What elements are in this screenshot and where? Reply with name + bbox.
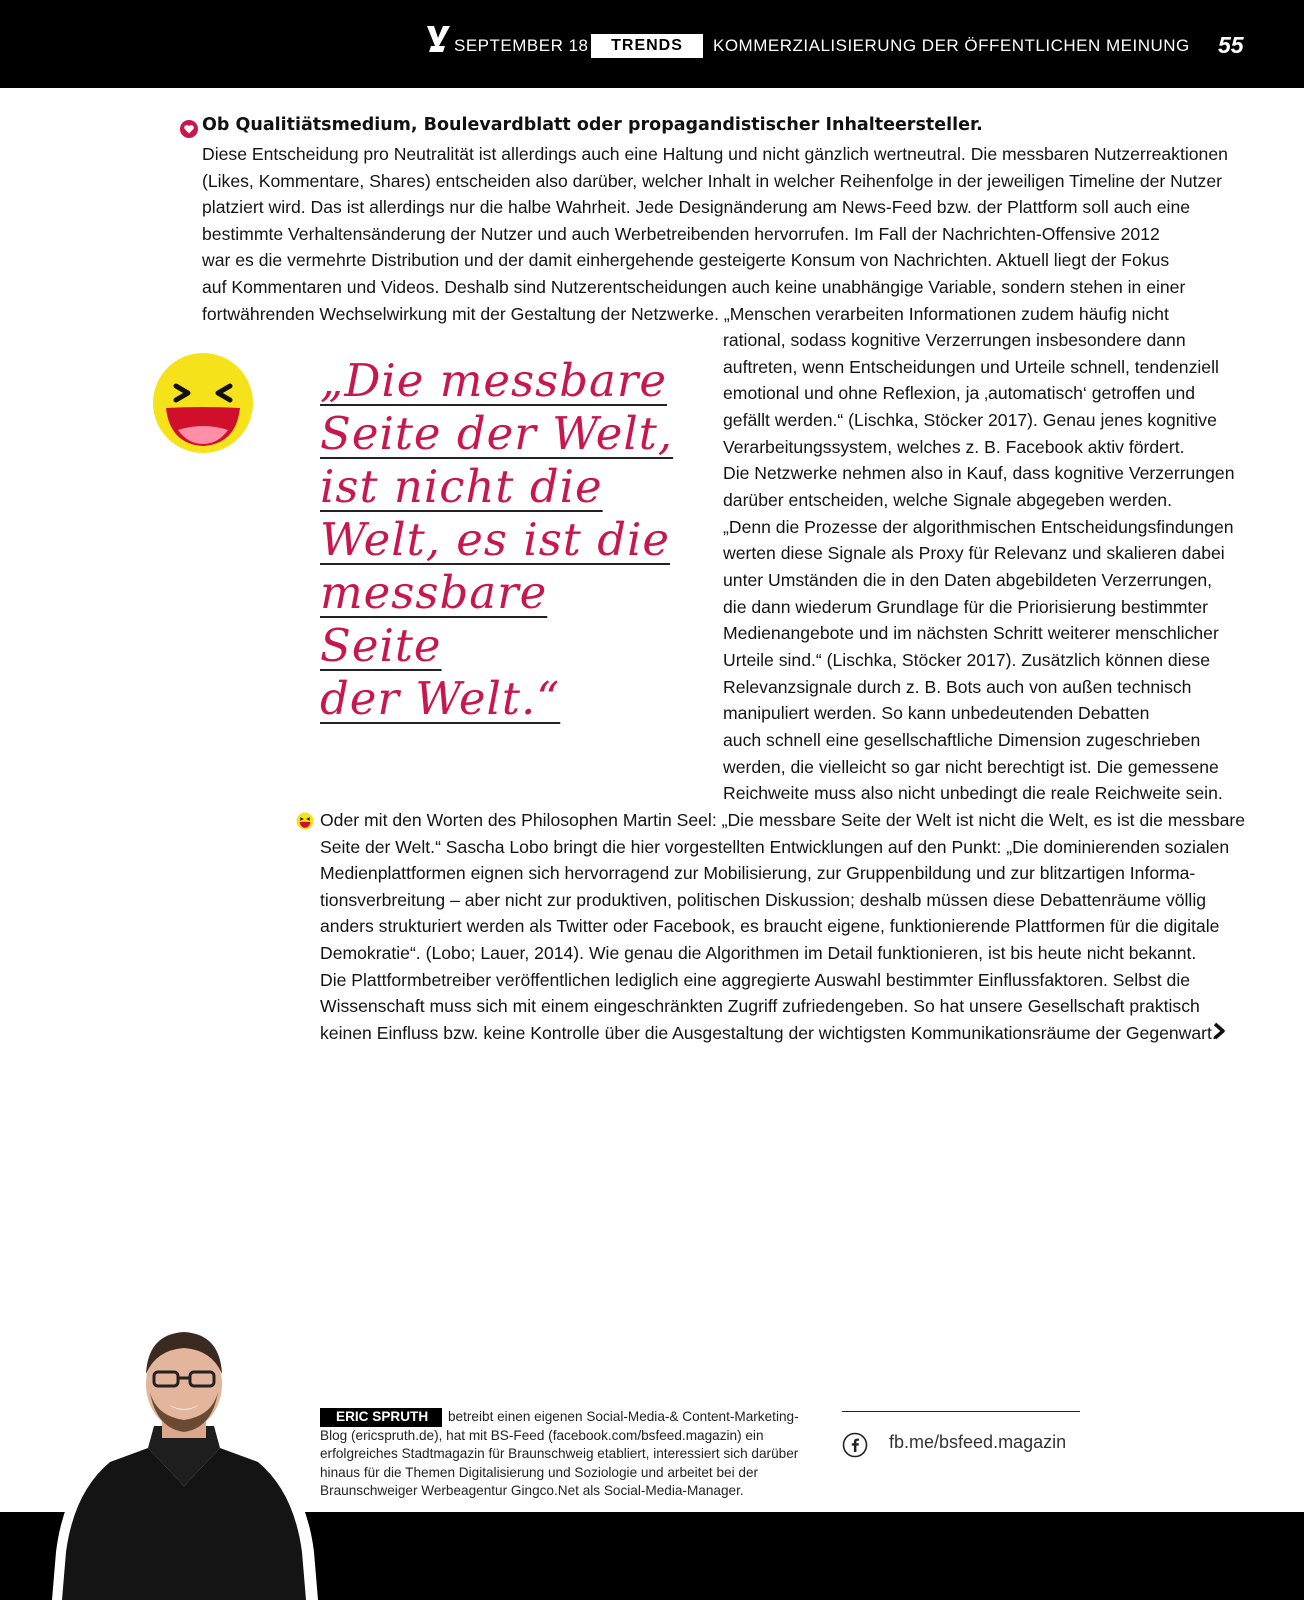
paragraph-line: Diese Entscheidung pro Neutralität ist allerdings auch eine Haltung und nicht gänzlich wertneutral. Die messbaren Nutzerreaktionen <box>202 144 1228 164</box>
paragraph-line: Oder mit den Worten des Philosophen Martin Seel: „Die messbare Seite der Welt ist nicht die Welt, es ist die messbare <box>320 810 1246 830</box>
magazine-logo-icon <box>425 24 451 54</box>
header-bar <box>0 0 1304 88</box>
paragraph-line: bestimmte Verhaltensänderung der Nutzer und auch Werbetreibenden hervorrufen. Im Fall der Nachrichten-Offensive 2012 <box>202 224 1160 244</box>
pull-quote <box>320 354 680 725</box>
page-number: 55 <box>1218 32 1244 58</box>
paragraph-line: Wissenschaft muss sich mit einem eingeschränkten Zugriff zufriedengeben. So hat unsere Gesellschaft praktisch <box>320 996 1200 1016</box>
column-line: Reichweite muss also nicht unbedingt die reale Reichweite sein. <box>723 783 1223 803</box>
paragraph-line: platziert wird. Das ist allerdings nur die halbe Wahrheit. Jede Designänderung am News-Feed bzw. der Plattform soll auch eine <box>202 197 1191 217</box>
paragraph-line: auf Kommentaren und Videos. Deshalb sind Nutzerentscheidungen auch keine unabhängige Variable, sondern stehen in einer <box>202 277 1186 297</box>
bio-line: Blog (ericspruth.de), hat mit BS-Feed (facebook.com/bsfeed.magazin) ein <box>320 1427 764 1443</box>
column-line: Urteile sind.“ (Lischka, Stöcker 2017). Zusätzlich können diese <box>723 650 1210 670</box>
author-name: ERIC SPRUTH <box>320 1408 442 1427</box>
pull-quote-line: „Die messbare <box>320 354 667 407</box>
paragraph-line: Demokratie“. (Lobo; Lauer, 2014). Wie genau die Algorithmen im Detail funktionieren, ist bis heute nicht bekannt. <box>320 943 1197 963</box>
paragraph-line: anders strukturiert werden als Twitter oder Facebook, es braucht eigene, funktionierende Plattformen für die digitale <box>320 916 1220 936</box>
lead-sentence: Ob Qualitiätsmedium, Boulevardblatt oder propagandistischer Inhalteersteller. <box>202 115 983 135</box>
laughing-emoji-icon <box>296 812 314 830</box>
facebook-icon[interactable] <box>842 1432 868 1458</box>
column-line: werden, die vielleicht so gar nicht berechtigt ist. Die gemessene <box>723 757 1219 777</box>
column-line: werten diese Signale als Proxy für Relevanz und skalieren dabei <box>723 543 1225 563</box>
paragraph-line: Medienplattformen eignen sich hervorragend zur Mobilisierung, zur Gruppenbildung und zur blitzartigen Informa- <box>320 863 1196 883</box>
paragraph-line: fortwährenden Wechselwirkung mit der Gestaltung der Netzwerke. „Menschen verarbeiten Informationen zudem häufig nicht <box>202 304 1169 324</box>
column-line: Relevanzsignale durch z. B. Bots auch von außen technisch <box>723 677 1192 697</box>
section-label: TRENDS <box>591 34 703 58</box>
paragraph-line: Seite der Welt.“ Sascha Lobo bringt die hier vorgestellten Entwicklungen auf den Punkt: „Die dominierenden sozialen <box>320 837 1230 857</box>
heart-icon <box>180 120 198 138</box>
column-line: Medienangebote und im nächsten Schritt weiterer menschlicher <box>723 623 1219 643</box>
chevron-right-icon <box>1212 1022 1226 1040</box>
issue-month: SEPTEMBER 18 <box>454 36 589 55</box>
author-bio <box>320 1408 820 1501</box>
pull-quote-line: messbare Seite <box>320 566 548 672</box>
column-line: manipuliert werden. So kann unbedeutenden Debatten <box>723 703 1150 723</box>
paragraph-line: war es die vermehrte Distribution und der damit einhergehende gesteigerte Konsum von Nachrichten. Aktuell liegt der Fokus <box>202 250 1170 270</box>
pull-quote-line: ist nicht die <box>320 460 603 513</box>
bio-line: erfolgreiches Stadtmagazin für Braunschweig etabliert, interessiert sich darüber <box>320 1446 799 1461</box>
paragraph-line: keinen Einfluss bzw. keine Kontrolle über die Ausgestaltung der wichtigsten Kommunikationsräume der Gegenwart. <box>320 1023 1217 1043</box>
article-topic: KOMMERZIALISIERUNG DER ÖFFENTLICHEN MEINUNG <box>713 36 1190 55</box>
column-line: emotional und ohne Reflexion, ja ‚automatisch‘ getroffen und <box>723 383 1196 403</box>
column-line: die dann wiederum Grundlage für die Priorisierung bestimmter <box>723 597 1209 617</box>
column-line: auch schnell eine gesellschaftliche Dimension zugeschrieben <box>723 730 1201 750</box>
facebook-link[interactable]: fb.me/bsfeed.magazin <box>889 1432 1067 1452</box>
laughing-emoji-icon <box>148 348 258 458</box>
divider <box>842 1411 1080 1412</box>
pull-quote-line: der Welt.“ <box>320 672 561 725</box>
bio-line: Braunschweiger Werbeagentur Gingco.Net als Social-Media-Manager. <box>320 1483 744 1498</box>
column-line: rational, sodass kognitive Verzerrungen insbesondere dann <box>723 330 1186 350</box>
paragraph-line: tionsverbreitung – aber nicht zur produktiven, politischen Diskussion; deshalb müssen diese Debattenräume völlig <box>320 890 1207 910</box>
column-line: Die Netzwerke nehmen also in Kauf, dass kognitive Verzerrungen <box>723 463 1235 483</box>
column-line: „Denn die Prozesse der algorithmischen Entscheidungsfindungen <box>723 517 1234 537</box>
bio-line: betreibt einen eigenen Social-Media-& Content-Marketing- <box>448 1409 799 1424</box>
author-portrait <box>44 1316 334 1600</box>
paragraph-line: Die Plattformbetreiber veröffentlichen lediglich eine aggregierte Auswahl bestimmter Einflussfaktoren. Selbst die <box>320 970 1191 990</box>
column-line: unter Umständen die in den Daten abgebildeten Verzerrungen, <box>723 570 1213 590</box>
pull-quote-line: Seite der Welt, <box>320 407 674 460</box>
paragraph-line: (Likes, Kommentare, Shares) entscheiden also darüber, welcher Inhalt in welcher Reihenfolge in der jeweiligen Timeline der Nutzer <box>202 171 1222 191</box>
pull-quote-line: Welt, es ist die <box>320 513 671 566</box>
column-line: auftreten, wenn Entscheidungen und Urteile schnell, tendenziell <box>723 357 1219 377</box>
bio-line: hinaus für die Themen Digitalisierung und Soziologie und arbeitet bei der <box>320 1464 759 1480</box>
column-line: Verarbeitungssystem, welches z. B. Facebook aktiv fördert. <box>723 437 1185 457</box>
column-line: darüber entscheiden, welche Signale abgegeben werden. <box>723 490 1172 510</box>
column-line: gefällt werden.“ (Lischka, Stöcker 2017). Genau jenes kognitive <box>723 410 1217 430</box>
